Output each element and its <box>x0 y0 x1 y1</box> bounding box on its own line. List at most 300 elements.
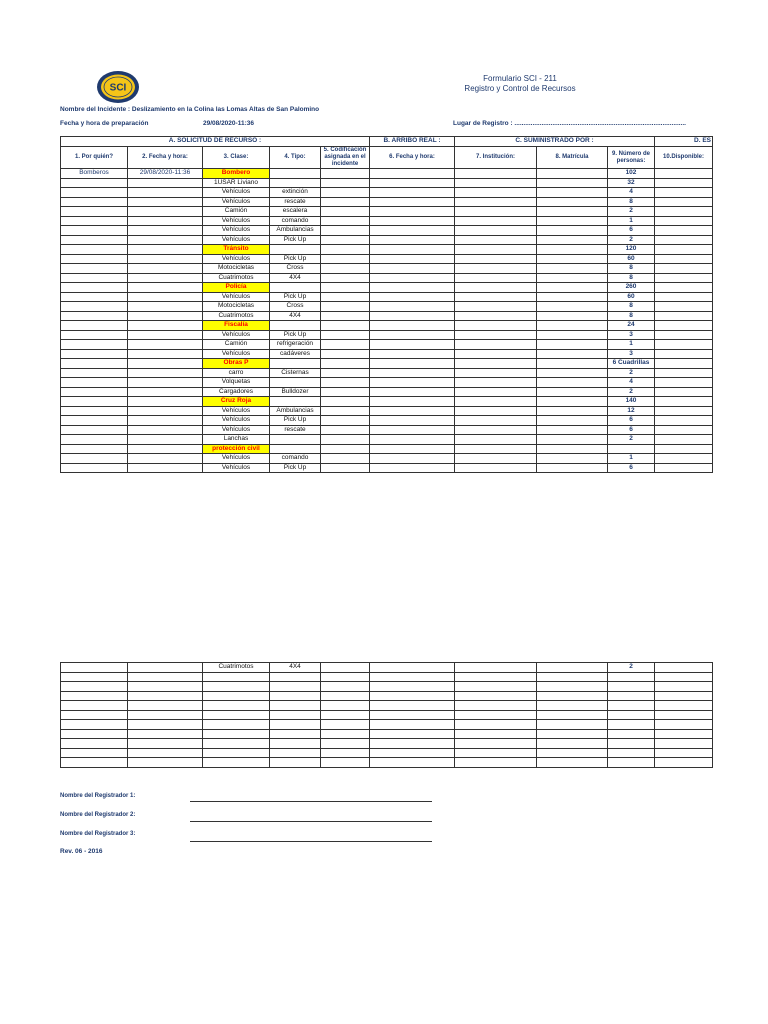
cell-requested-by <box>61 216 128 226</box>
cell-class: Cuatrimotos <box>203 663 270 673</box>
cell-plate <box>537 207 608 217</box>
place-of-registry <box>453 120 686 127</box>
cell-plate <box>537 739 608 749</box>
cell-plate <box>537 416 608 426</box>
cell-institution <box>455 273 537 283</box>
col-header-2: 2. Fecha y hora: <box>128 147 203 169</box>
cell-institution <box>455 691 537 701</box>
cell-requested-by <box>61 691 128 701</box>
cell-code <box>321 197 370 207</box>
cell-institution <box>455 321 537 331</box>
cell-code <box>321 701 370 711</box>
cell-code <box>321 435 370 445</box>
cell-type <box>270 701 321 711</box>
cell-people-count: 102 <box>608 169 655 179</box>
cell-institution <box>455 701 537 711</box>
cell-requested-by <box>61 720 128 730</box>
cell-requested-by <box>61 349 128 359</box>
cell-institution <box>455 207 537 217</box>
cell-type <box>270 283 321 293</box>
cell-request-datetime <box>128 701 203 711</box>
cell-request-datetime <box>128 254 203 264</box>
cell-arrival-datetime <box>370 748 455 758</box>
cell-class: protección civil <box>203 444 270 454</box>
cell-people-count: 2 <box>608 368 655 378</box>
cell-code <box>321 245 370 255</box>
cell-institution <box>455 720 537 730</box>
cell-request-datetime <box>128 311 203 321</box>
cell-arrival-datetime <box>370 254 455 264</box>
cell-class: Vehículos <box>203 292 270 302</box>
cell-people-count: 60 <box>608 254 655 264</box>
form-subtitle-line: Registro y Control de Recursos <box>464 84 576 93</box>
cell-request-datetime <box>128 226 203 236</box>
cell-code <box>321 264 370 274</box>
cell-arrival-datetime <box>370 663 455 673</box>
cell-plate <box>537 254 608 264</box>
cell-institution <box>455 463 537 473</box>
cell-code <box>321 758 370 768</box>
table-row <box>61 463 713 473</box>
form-title <box>400 74 640 94</box>
cell-type: 4X4 <box>270 273 321 283</box>
cell-plate <box>537 283 608 293</box>
cell-arrival-datetime <box>370 226 455 236</box>
cell-plate <box>537 387 608 397</box>
cell-available <box>655 425 713 435</box>
cell-class <box>203 682 270 692</box>
cell-available <box>655 368 713 378</box>
cell-plate <box>537 264 608 274</box>
cell-requested-by <box>61 264 128 274</box>
cell-plate <box>537 245 608 255</box>
cell-available <box>655 406 713 416</box>
section-c: C. SUMINISTRADO POR : <box>455 137 655 147</box>
table-row <box>61 691 713 701</box>
table-row <box>61 368 713 378</box>
cell-arrival-datetime <box>370 197 455 207</box>
cell-request-datetime <box>128 397 203 407</box>
cell-requested-by <box>61 321 128 331</box>
cell-request-datetime <box>128 340 203 350</box>
cell-institution <box>455 254 537 264</box>
cell-plate <box>537 216 608 226</box>
cell-plate <box>537 169 608 179</box>
cell-type <box>270 729 321 739</box>
cell-institution <box>455 682 537 692</box>
table-row <box>61 682 713 692</box>
place-label: Lugar de Registro : <box>453 120 513 127</box>
cell-plate <box>537 178 608 188</box>
cell-class: Volquetas <box>203 378 270 388</box>
cell-arrival-datetime <box>370 245 455 255</box>
cell-requested-by <box>61 406 128 416</box>
cell-requested-by <box>61 226 128 236</box>
cell-class: Camión <box>203 207 270 217</box>
cell-plate <box>537 406 608 416</box>
cell-institution <box>455 292 537 302</box>
cell-arrival-datetime <box>370 435 455 445</box>
cell-class: Cuatrimotos <box>203 311 270 321</box>
cell-arrival-datetime <box>370 444 455 454</box>
cell-type <box>270 397 321 407</box>
table-row <box>61 663 713 673</box>
cell-available <box>655 397 713 407</box>
table-row <box>61 758 713 768</box>
cell-arrival-datetime <box>370 283 455 293</box>
cell-arrival-datetime <box>370 710 455 720</box>
cell-type <box>270 169 321 179</box>
cell-plate <box>537 302 608 312</box>
cell-people-count: 8 <box>608 197 655 207</box>
cell-plate <box>537 311 608 321</box>
cell-code <box>321 254 370 264</box>
cell-available <box>655 264 713 274</box>
cell-code <box>321 729 370 739</box>
cell-class: Tránsito <box>203 245 270 255</box>
cell-request-datetime <box>128 710 203 720</box>
cell-type <box>270 378 321 388</box>
cell-arrival-datetime <box>370 387 455 397</box>
cell-code <box>321 691 370 701</box>
cell-institution <box>455 425 537 435</box>
table-row <box>61 254 713 264</box>
table-row <box>61 273 713 283</box>
cell-type <box>270 748 321 758</box>
cell-available <box>655 283 713 293</box>
cell-requested-by <box>61 254 128 264</box>
cell-requested-by <box>61 235 128 245</box>
cell-arrival-datetime <box>370 188 455 198</box>
cell-plate <box>537 273 608 283</box>
cell-type: Cross <box>270 302 321 312</box>
col-header-3: 3. Clase: <box>203 147 270 169</box>
cell-people-count: 140 <box>608 397 655 407</box>
registrar-1-field[interactable] <box>190 801 432 802</box>
cell-institution <box>455 368 537 378</box>
cell-code <box>321 292 370 302</box>
cell-class <box>203 720 270 730</box>
cell-class: Vehículos <box>203 425 270 435</box>
cell-class <box>203 758 270 768</box>
cell-request-datetime <box>128 368 203 378</box>
cell-plate <box>537 197 608 207</box>
cell-requested-by <box>61 758 128 768</box>
cell-arrival-datetime <box>370 416 455 426</box>
cell-requested-by: Bomberos <box>61 169 128 179</box>
cell-code <box>321 444 370 454</box>
cell-available <box>655 197 713 207</box>
table-row <box>61 188 713 198</box>
cell-class: Motocicletas <box>203 264 270 274</box>
cell-class: Bombero <box>203 169 270 179</box>
cell-code <box>321 207 370 217</box>
section-b: B. ARRIBO REAL : <box>370 137 455 147</box>
cell-people-count <box>608 701 655 711</box>
cell-requested-by <box>61 368 128 378</box>
cell-institution <box>455 435 537 445</box>
cell-plate <box>537 729 608 739</box>
cell-requested-by <box>61 444 128 454</box>
cell-request-datetime <box>128 302 203 312</box>
cell-code <box>321 330 370 340</box>
cell-request-datetime <box>128 435 203 445</box>
cell-requested-by <box>61 197 128 207</box>
cell-people-count: 120 <box>608 245 655 255</box>
cell-available <box>655 216 713 226</box>
cell-institution <box>455 235 537 245</box>
table-row <box>61 710 713 720</box>
cell-type: Ambulancias <box>270 406 321 416</box>
cell-people-count: 4 <box>608 188 655 198</box>
cell-requested-by <box>61 739 128 749</box>
cell-requested-by <box>61 682 128 692</box>
cell-request-datetime <box>128 720 203 730</box>
resource-table <box>60 136 713 473</box>
cell-request-datetime <box>128 672 203 682</box>
cell-plate <box>537 292 608 302</box>
cell-available <box>655 226 713 236</box>
cell-requested-by <box>61 701 128 711</box>
cell-institution <box>455 283 537 293</box>
cell-requested-by <box>61 283 128 293</box>
cell-available <box>655 378 713 388</box>
cell-requested-by <box>61 207 128 217</box>
cell-code <box>321 454 370 464</box>
cell-requested-by <box>61 663 128 673</box>
cell-requested-by <box>61 454 128 464</box>
cell-plate <box>537 720 608 730</box>
cell-institution <box>455 302 537 312</box>
cell-institution <box>455 349 537 359</box>
cell-plate <box>537 463 608 473</box>
cell-type <box>270 321 321 331</box>
cell-institution <box>455 397 537 407</box>
cell-code <box>321 682 370 692</box>
cell-request-datetime <box>128 216 203 226</box>
cell-code <box>321 283 370 293</box>
cell-request-datetime <box>128 444 203 454</box>
cell-arrival-datetime <box>370 454 455 464</box>
cell-requested-by <box>61 311 128 321</box>
cell-institution <box>455 729 537 739</box>
cell-available <box>655 178 713 188</box>
cell-request-datetime <box>128 349 203 359</box>
cell-type: refrigeración <box>270 340 321 350</box>
cell-request-datetime <box>128 197 203 207</box>
table-row <box>61 720 713 730</box>
cell-people-count: 260 <box>608 283 655 293</box>
cell-people-count <box>608 720 655 730</box>
cell-arrival-datetime <box>370 216 455 226</box>
sci-logo-icon <box>96 70 140 104</box>
cell-class <box>203 710 270 720</box>
cell-request-datetime <box>128 245 203 255</box>
table-row <box>61 330 713 340</box>
registrar-3-field[interactable] <box>190 841 432 842</box>
cell-type <box>270 691 321 701</box>
cell-code <box>321 321 370 331</box>
cell-code <box>321 311 370 321</box>
cell-institution <box>455 663 537 673</box>
cell-plate <box>537 397 608 407</box>
cell-arrival-datetime <box>370 273 455 283</box>
cell-institution <box>455 330 537 340</box>
incident-label: Nombre del Incidente : <box>60 106 131 113</box>
table-row <box>61 321 713 331</box>
cell-institution <box>455 387 537 397</box>
cell-class: 1USAR Liviano <box>203 178 270 188</box>
cell-requested-by <box>61 710 128 720</box>
cell-plate <box>537 321 608 331</box>
cell-requested-by <box>61 425 128 435</box>
cell-people-count: 8 <box>608 311 655 321</box>
cell-type <box>270 245 321 255</box>
cell-class: Vehículos <box>203 226 270 236</box>
table-row <box>61 729 713 739</box>
table-row <box>61 340 713 350</box>
cell-people-count: 2 <box>608 235 655 245</box>
cell-institution <box>455 169 537 179</box>
cell-available <box>655 416 713 426</box>
cell-arrival-datetime <box>370 321 455 331</box>
cell-type: rescate <box>270 197 321 207</box>
cell-requested-by <box>61 729 128 739</box>
table-row <box>61 235 713 245</box>
cell-arrival-datetime <box>370 359 455 369</box>
cell-people-count: 1 <box>608 216 655 226</box>
cell-code <box>321 720 370 730</box>
cell-type: Pick Up <box>270 416 321 426</box>
cell-type <box>270 444 321 454</box>
cell-code <box>321 226 370 236</box>
cell-plate <box>537 691 608 701</box>
cell-institution <box>455 359 537 369</box>
cell-type <box>270 178 321 188</box>
cell-people-count: 2 <box>608 663 655 673</box>
cell-arrival-datetime <box>370 691 455 701</box>
cell-available <box>655 435 713 445</box>
cell-code <box>321 302 370 312</box>
incident-value: Deslizamiento en la Colina las Lomas Altas de San Palomino <box>131 106 320 113</box>
cell-code <box>321 406 370 416</box>
cell-type: Ambulancias <box>270 226 321 236</box>
cell-request-datetime <box>128 758 203 768</box>
cell-requested-by <box>61 435 128 445</box>
cell-type <box>270 758 321 768</box>
registrar-2-field[interactable] <box>190 821 432 822</box>
table-row <box>61 701 713 711</box>
cell-class: Vehículos <box>203 188 270 198</box>
cell-institution <box>455 197 537 207</box>
cell-request-datetime <box>128 273 203 283</box>
cell-available <box>655 701 713 711</box>
cell-people-count: 3 <box>608 349 655 359</box>
section-a: A. SOLICITUD DE RECURSO : <box>61 137 370 147</box>
cell-request-datetime: 29/08/2020-11:36 <box>128 169 203 179</box>
cell-code <box>321 387 370 397</box>
cell-arrival-datetime <box>370 682 455 692</box>
cell-available <box>655 349 713 359</box>
cell-institution <box>455 454 537 464</box>
form-title-line: Formulario SCI - 211 <box>483 74 557 83</box>
cell-request-datetime <box>128 330 203 340</box>
table-row <box>61 406 713 416</box>
table-row <box>61 311 713 321</box>
cell-class: Vehículos <box>203 454 270 464</box>
cell-available <box>655 720 713 730</box>
cell-type: comando <box>270 454 321 464</box>
cell-plate <box>537 748 608 758</box>
cell-available <box>655 254 713 264</box>
registrar-2-label: Nombre del Registrador 2: <box>60 812 136 818</box>
place-value: ............................................................................................... <box>514 120 686 127</box>
cell-arrival-datetime <box>370 739 455 749</box>
cell-people-count <box>608 748 655 758</box>
cell-people-count: 8 <box>608 273 655 283</box>
cell-code <box>321 425 370 435</box>
cell-people-count: 3 <box>608 330 655 340</box>
cell-code <box>321 739 370 749</box>
cell-people-count: 6 <box>608 425 655 435</box>
cell-institution <box>455 444 537 454</box>
cell-available <box>655 729 713 739</box>
cell-arrival-datetime <box>370 302 455 312</box>
cell-request-datetime <box>128 264 203 274</box>
cell-class: Vehículos <box>203 216 270 226</box>
cell-people-count <box>608 682 655 692</box>
cell-plate <box>537 330 608 340</box>
cell-request-datetime <box>128 292 203 302</box>
table-row <box>61 739 713 749</box>
cell-class: Obras P <box>203 359 270 369</box>
cell-available <box>655 710 713 720</box>
cell-arrival-datetime <box>370 729 455 739</box>
cell-people-count: 32 <box>608 178 655 188</box>
table-row <box>61 387 713 397</box>
cell-type <box>270 359 321 369</box>
cell-class: carro <box>203 368 270 378</box>
cell-available <box>655 245 713 255</box>
cell-request-datetime <box>128 416 203 426</box>
table-row <box>61 359 713 369</box>
cell-institution <box>455 758 537 768</box>
cell-requested-by <box>61 672 128 682</box>
revision-label: Rev. 06 - 2016 <box>60 848 103 855</box>
cell-type: Pick Up <box>270 463 321 473</box>
cell-request-datetime <box>128 359 203 369</box>
cell-arrival-datetime <box>370 406 455 416</box>
cell-plate <box>537 188 608 198</box>
cell-people-count: 6 Cuadrillas <box>608 359 655 369</box>
cell-requested-by <box>61 378 128 388</box>
cell-people-count: 12 <box>608 406 655 416</box>
col-header-8: 8. Matrícula <box>537 147 608 169</box>
cell-class <box>203 691 270 701</box>
cell-plate <box>537 435 608 445</box>
cell-arrival-datetime <box>370 292 455 302</box>
table-row <box>61 207 713 217</box>
cell-requested-by <box>61 178 128 188</box>
cell-requested-by <box>61 463 128 473</box>
cell-available <box>655 207 713 217</box>
resource-table-continued <box>60 662 713 768</box>
table-row <box>61 264 713 274</box>
table-row <box>61 169 713 179</box>
cell-request-datetime <box>128 663 203 673</box>
cell-requested-by <box>61 292 128 302</box>
cell-arrival-datetime <box>370 720 455 730</box>
